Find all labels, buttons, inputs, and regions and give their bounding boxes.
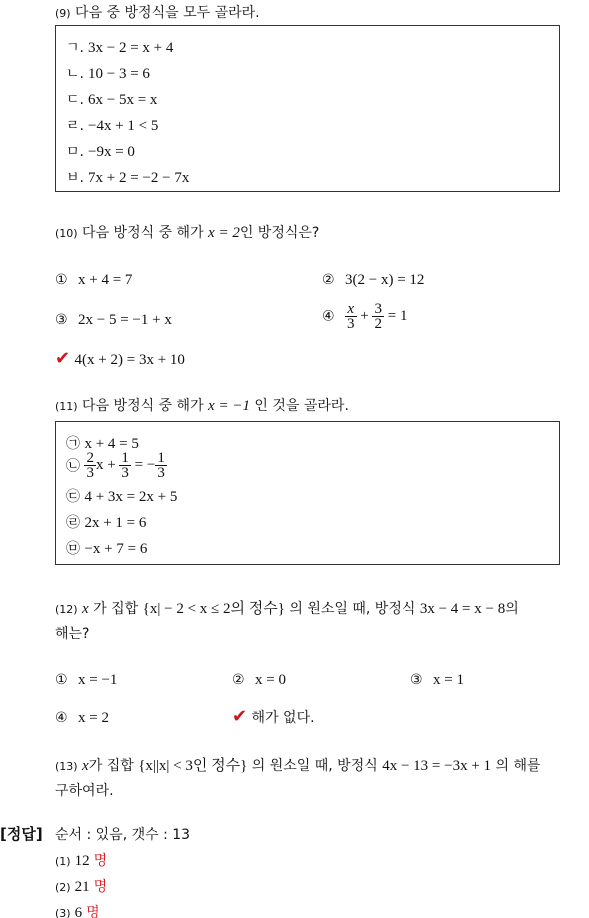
q12-option-3-expr: x = 1 bbox=[433, 672, 464, 688]
q9-item-label: ㅁ. bbox=[66, 144, 84, 160]
q9-item-expr: 3x − 2 = x + 4 bbox=[87, 40, 174, 56]
q10-option-1[interactable] bbox=[55, 272, 132, 289]
q10-option-3[interactable] bbox=[55, 312, 172, 329]
q10-option-5-checked[interactable] bbox=[55, 348, 185, 369]
answer-item-value: 21 bbox=[74, 879, 90, 895]
q9-item-expr: 6x − 5x = x bbox=[87, 92, 158, 108]
q9-item-expr: 10 − 3 = 6 bbox=[87, 66, 150, 82]
q10-option-4-rhs: = 1 bbox=[387, 307, 408, 324]
answer-item-number: (2) bbox=[55, 881, 71, 894]
q10-option-5-expr: 4(x + 2) = 3x + 10 bbox=[74, 352, 185, 368]
q13-variable: x bbox=[82, 758, 89, 774]
q9-item bbox=[66, 37, 173, 57]
answer-item-number: (1) bbox=[55, 855, 71, 868]
q9-item-expr: 7x + 2 = −2 − 7x bbox=[87, 170, 190, 186]
frac-numerator: 3 bbox=[374, 301, 382, 317]
q9-item-label: ㅂ. bbox=[66, 170, 84, 186]
q12-option-1-expr: x = −1 bbox=[78, 672, 118, 688]
q12-option-3-mark: ③ bbox=[410, 672, 423, 688]
q12-option-3[interactable] bbox=[410, 672, 464, 689]
answer-item-unit: 명 bbox=[93, 853, 108, 869]
q11-choice-c-mark: ㉢ bbox=[66, 489, 80, 505]
q10-option-2-mark: ② bbox=[322, 272, 335, 288]
q9-item-label: ㄹ. bbox=[66, 118, 84, 134]
q11-choice-b-mark: ㉡ bbox=[66, 458, 80, 475]
q10-option-2[interactable] bbox=[322, 272, 424, 289]
q12-equation: 3x − 4 = x − 8 bbox=[419, 601, 506, 617]
q11-choice-d bbox=[66, 512, 146, 532]
q10-option-1-expr: x + 4 = 7 bbox=[78, 272, 133, 288]
q9-item-label: ㄷ. bbox=[66, 92, 84, 108]
q9-item-label: ㄴ. bbox=[66, 66, 84, 82]
frac-denominator: 2 bbox=[374, 316, 382, 332]
q13-text-c: 의 해를 bbox=[495, 758, 541, 774]
q10-option-1-mark: ① bbox=[55, 272, 68, 288]
answer-item-unit: 명 bbox=[86, 905, 100, 918]
q9-item bbox=[66, 63, 150, 83]
q13-line-2: 구하여라. bbox=[55, 783, 114, 799]
q11-condition: x = −1 bbox=[208, 398, 250, 414]
q11-choice-b bbox=[66, 451, 167, 480]
q13-set: {x||x| < 3인 정수} bbox=[138, 758, 248, 774]
q10-option-4-frac-1 bbox=[345, 302, 357, 331]
answer-item bbox=[55, 850, 107, 870]
q13-number: (13) bbox=[55, 760, 78, 773]
q11-choice-d-expr: 2x + 1 = 6 bbox=[84, 515, 147, 531]
q12-set: {x| − 2 < x ≤ 2의 정수} bbox=[142, 601, 285, 617]
q9-number: (9) bbox=[55, 7, 71, 20]
checkmark-icon: ✔ bbox=[232, 706, 248, 727]
q11-choice-e bbox=[66, 538, 147, 558]
q11-choice-d-mark: ㉣ bbox=[66, 515, 80, 531]
q10-option-3-expr: 2x − 5 = −1 + x bbox=[78, 312, 172, 328]
answer-item-value: 6 bbox=[74, 905, 83, 918]
q12-option-5-text: 해가 없다. bbox=[251, 710, 315, 726]
q11-choice-c-expr: 4 + 3x = 2x + 5 bbox=[84, 489, 178, 505]
q12-number: (12) bbox=[55, 603, 78, 616]
q13-line-1 bbox=[55, 754, 541, 775]
q10-option-3-mark: ③ bbox=[55, 312, 68, 328]
q11-choice-c bbox=[66, 486, 177, 506]
q9-item-expr: −4x + 1 < 5 bbox=[87, 118, 159, 134]
q13-text-a: 가 집합 bbox=[88, 758, 134, 774]
q11-choice-a-expr: x + 4 = 5 bbox=[84, 436, 139, 452]
q11-number: (11) bbox=[55, 400, 78, 413]
q9-item bbox=[66, 141, 135, 161]
answer-label: [정답] bbox=[0, 825, 43, 843]
q12-variable: x bbox=[82, 601, 89, 617]
q12-option-4-mark: ④ bbox=[55, 710, 68, 726]
q9-item bbox=[66, 115, 158, 135]
q11-choice-b-mid: x + bbox=[95, 456, 116, 473]
q12-option-4-expr: x = 2 bbox=[78, 710, 109, 726]
q12-option-1[interactable] bbox=[55, 672, 117, 689]
q11-text-after: 인 것을 골라라. bbox=[254, 398, 349, 414]
q11-choice-b-frac-2 bbox=[119, 451, 131, 480]
q11-choice-b-frac-3 bbox=[155, 451, 167, 480]
checkmark-icon: ✔ bbox=[55, 348, 71, 369]
q11-choice-a-mark: ㉠ bbox=[66, 436, 80, 452]
q10-option-4-mark: ④ bbox=[322, 308, 335, 325]
q13-equation: 4x − 13 = −3x + 1 bbox=[382, 758, 492, 774]
answer-item-number: (3) bbox=[55, 907, 71, 918]
q12-line-1 bbox=[55, 597, 519, 618]
q12-option-1-mark: ① bbox=[55, 672, 68, 688]
q9-heading bbox=[55, 2, 260, 22]
q11-text-before: 다음 방정식 중 해가 bbox=[82, 398, 204, 414]
q12-option-5-checked[interactable] bbox=[232, 706, 315, 727]
frac-numerator: x bbox=[345, 302, 357, 317]
q10-text-after: 인 방정식은? bbox=[239, 225, 320, 241]
q13-text-b: 의 원소일 때, 방정식 bbox=[251, 758, 378, 774]
frac-denominator: 3 bbox=[157, 465, 165, 481]
q11-choice-e-mark: ㉤ bbox=[66, 541, 80, 557]
q9-item bbox=[66, 167, 189, 187]
q9-item-expr: −9x = 0 bbox=[87, 144, 135, 160]
q9-item-label: ㄱ. bbox=[66, 40, 84, 56]
q11-choice-e-expr: −x + 7 = 6 bbox=[84, 541, 148, 557]
q12-option-2[interactable] bbox=[232, 672, 286, 689]
q10-number: (10) bbox=[55, 227, 78, 240]
q10-option-4[interactable] bbox=[322, 302, 407, 331]
answer-item-unit: 명 bbox=[93, 879, 108, 895]
plus-sign: + bbox=[360, 307, 369, 324]
q10-condition: x = 2 bbox=[208, 225, 240, 241]
answer-item bbox=[55, 902, 100, 918]
answer-summary: 순서 : 있음, 갯수 : 13 bbox=[55, 827, 191, 843]
q9-item bbox=[66, 89, 157, 109]
frac-denominator: 3 bbox=[121, 465, 129, 481]
q12-option-2-mark: ② bbox=[232, 672, 245, 688]
frac-numerator: 2 bbox=[86, 450, 94, 466]
q12-text-b: 의 원소일 때, 방정식 bbox=[289, 601, 416, 617]
q12-text-c: 의 bbox=[505, 601, 519, 617]
q10-option-4-frac-2 bbox=[372, 302, 384, 331]
q11-heading bbox=[55, 395, 349, 415]
q10-text-before: 다음 방정식 중 해가 bbox=[82, 225, 204, 241]
answer-item-value: 12 bbox=[74, 853, 90, 869]
frac-denominator: 3 bbox=[347, 316, 355, 332]
q11-choice-b-frac-1 bbox=[84, 451, 96, 480]
answer-item bbox=[55, 876, 107, 896]
q12-line-2: 해는? bbox=[55, 626, 90, 642]
q12-option-4[interactable] bbox=[55, 710, 109, 727]
frac-denominator: 3 bbox=[86, 465, 94, 481]
q10-heading bbox=[55, 222, 319, 242]
frac-numerator: 1 bbox=[157, 450, 165, 466]
q12-option-2-expr: x = 0 bbox=[255, 672, 286, 688]
q9-text: 다음 중 방정식을 모두 골라라. bbox=[75, 5, 260, 21]
frac-numerator: 1 bbox=[121, 450, 129, 466]
q12-text-a: 가 집합 bbox=[93, 601, 139, 617]
q11-choice-b-eq: = − bbox=[134, 456, 156, 473]
q10-option-2-expr: 3(2 − x) = 12 bbox=[345, 272, 425, 288]
